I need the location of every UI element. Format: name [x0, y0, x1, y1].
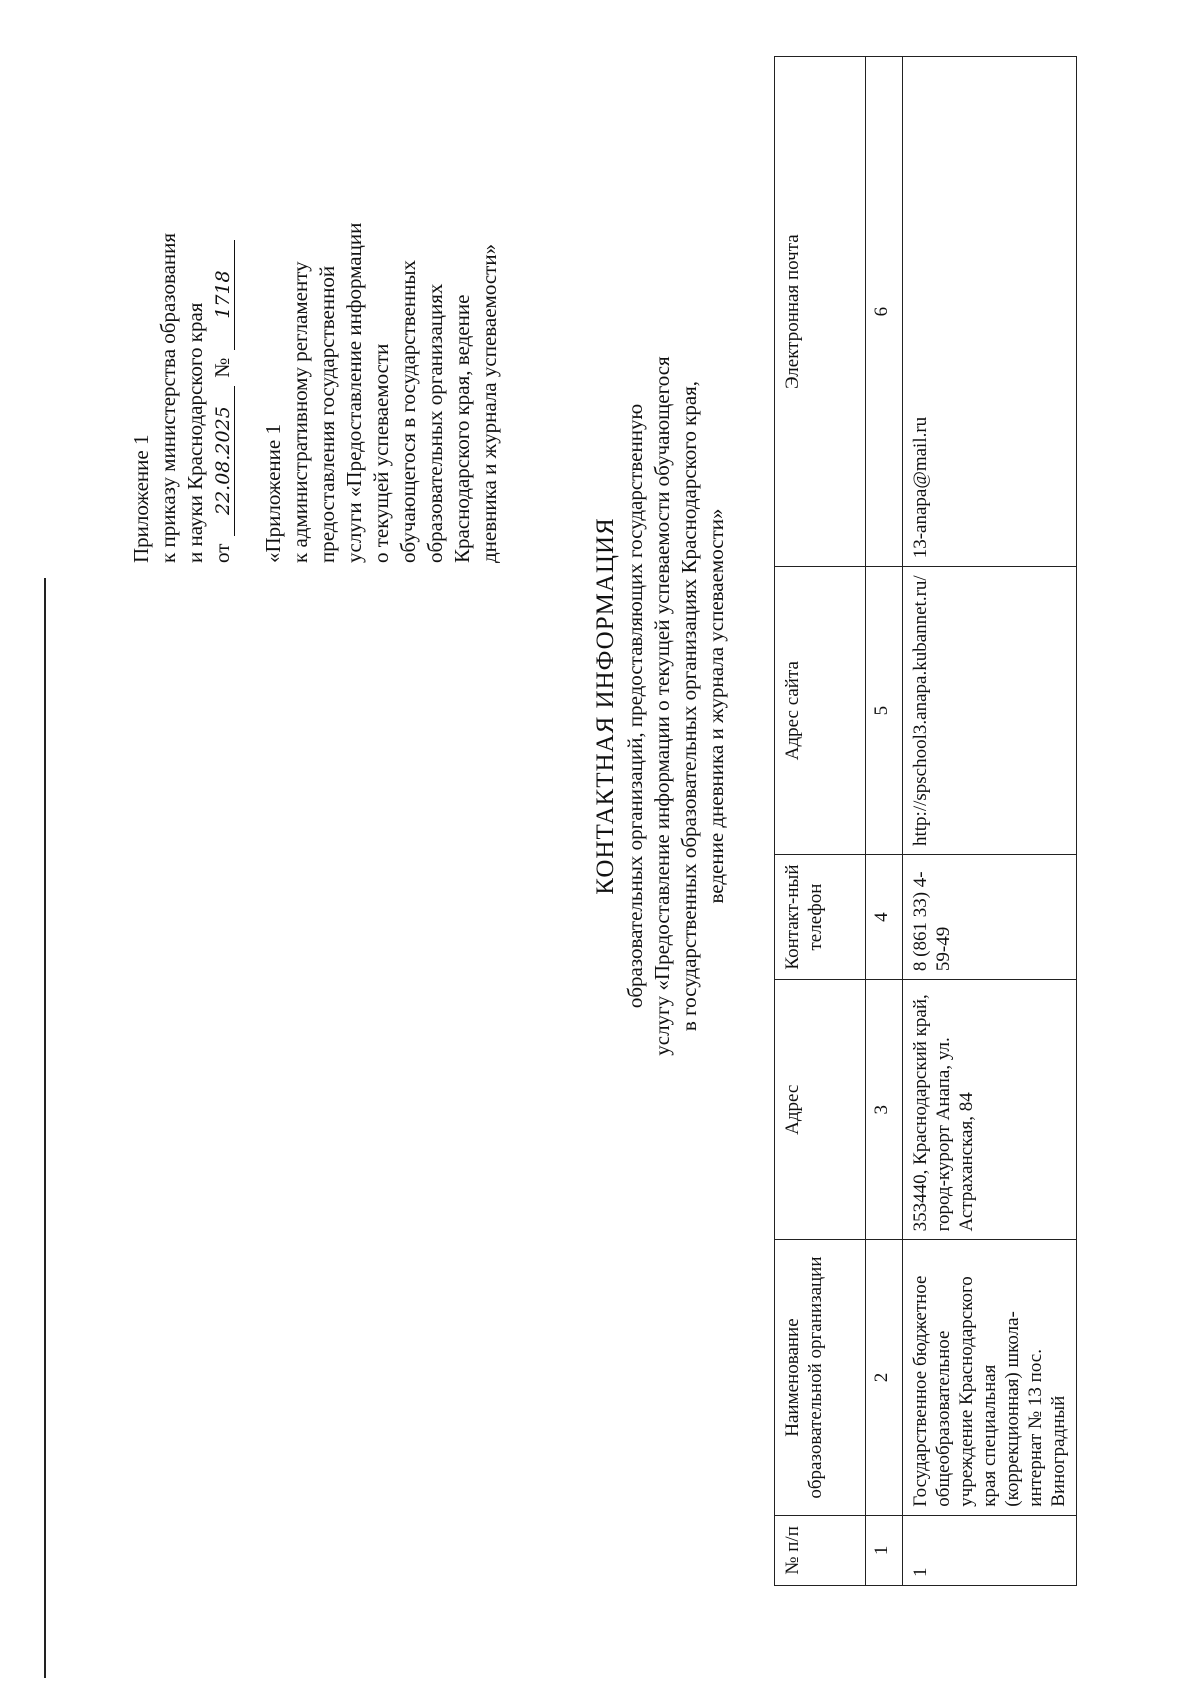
header-cell-site: Адрес сайта [775, 567, 866, 855]
organization-address: 353440, Краснодарский край, город-курорт Анапа, ул. Астраханская, 84 [903, 980, 1077, 1240]
order-line-1: к приказу министерства образования [156, 232, 180, 563]
subtitle-line: образовательных организаций, предоставляющих государственную [623, 403, 647, 1009]
header-cell-phone: Контакт-ный телефон [775, 855, 866, 980]
handwritten-number: 1718 [212, 240, 235, 350]
handwritten-date: 22.08.2025 [212, 386, 235, 536]
header-cell-address: Адрес [775, 980, 866, 1240]
regulation-line: Краснодарского края, ведение [450, 294, 474, 563]
organization-email: 13-anapa@mail.ru [903, 57, 1077, 567]
column-number: 2 [866, 1240, 903, 1515]
organization-name: Государственное бюджетное общеобразовательное учреждение Краснодарского края специальная (коррекционная) школа-интернат № 13 пос. Виноградный [903, 1240, 1077, 1515]
column-number: 5 [866, 567, 903, 855]
column-number: 3 [866, 980, 903, 1240]
column-number-row [866, 57, 903, 1586]
column-number: 4 [866, 855, 903, 980]
table-header-row [775, 57, 866, 1586]
column-number: 1 [866, 1515, 903, 1585]
number-label: № [210, 357, 234, 378]
header-cell-number: № п/п [775, 1515, 866, 1585]
regulation-line: образовательных организациях [423, 283, 447, 563]
regulation-line: услуги «Предоставление информации [342, 222, 366, 563]
appendix-quote: «Приложение 1 [261, 424, 285, 563]
column-number: 6 [866, 57, 903, 567]
date-number-line [209, 43, 236, 563]
subtitle-line: услугу «Предоставление информации о текущей успеваемости обучающегося [650, 356, 674, 1056]
appendix-header [128, 43, 503, 563]
regulation-line: предоставления государственной [315, 265, 339, 563]
from-label: от [210, 543, 234, 563]
row-number: 1 [903, 1515, 1077, 1585]
regulation-line: обучающегося в государственных [396, 260, 420, 563]
subtitle-line: ведение дневника и журнала успеваемости» [704, 508, 728, 904]
appendix-title: Приложение 1 [129, 434, 153, 563]
subtitle-line: в государственных образовательных организациях Краснодарского края, [677, 380, 701, 1032]
regulation-line: о текущей успеваемости [369, 343, 393, 563]
organization-phone: 8 (861 33) 4-59-49 [903, 855, 1077, 980]
header-cell-name: Наименование образовательной организации [775, 1240, 866, 1515]
regulation-line: дневника и журнала успеваемости» [477, 243, 501, 563]
header-cell-email: Электронная почта [775, 57, 866, 567]
document-title: КОНТАКТНАЯ ИНФОРМАЦИЯ [592, 517, 619, 895]
table-row [903, 57, 1077, 1586]
contact-table [774, 56, 1077, 1586]
regulation-line: к административному регламенту [288, 261, 312, 563]
order-line-2: и науки Краснодарского края [183, 302, 207, 563]
organization-site: http://spschool3.anapa.kubannet.ru/ [903, 567, 1077, 855]
title-block [590, 256, 730, 1156]
